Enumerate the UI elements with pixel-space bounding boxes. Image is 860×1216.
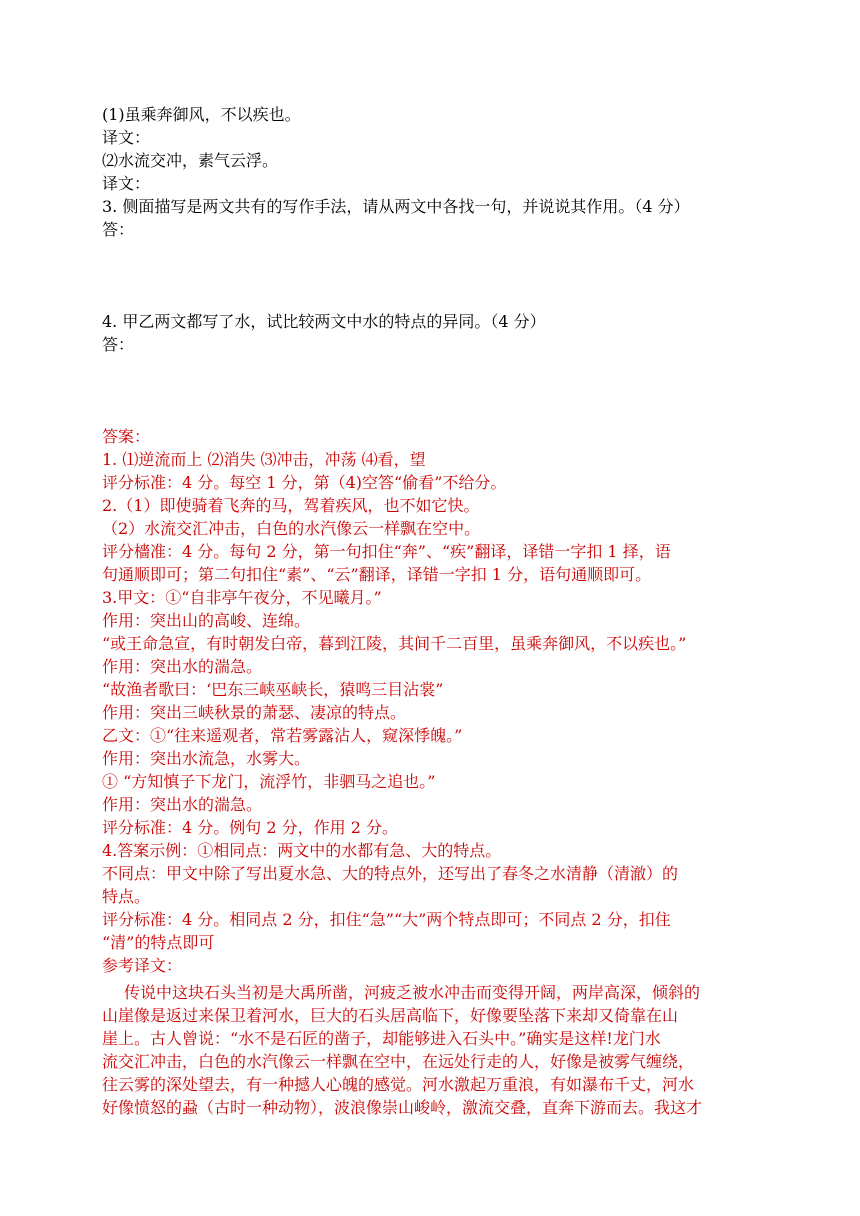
answer-line: 2.（1）即使骑着飞奔的马，驾着疾风，也不如它快。 bbox=[102, 496, 480, 515]
translation-line: 山崖像是返过来保卫着河水，巨大的石头居高临下，好像要坠落下来却又倚靠在山 bbox=[102, 1006, 679, 1025]
answer-line: 特点。 bbox=[102, 887, 151, 906]
translation-line: 崖上。古人曾说：“水不是石匠的凿子，却能够进入石头中。”确实是这样!龙门水 bbox=[102, 1029, 661, 1048]
answer-line: “或王命急宣，有时朝发白帝，暮到江陵，其间千二百里，虽乘奔御风，不以疾也。” bbox=[102, 634, 687, 653]
answer-line: 乙文：①“往来遥观者，常若雾露沾人，窥深悸魄。” bbox=[102, 726, 463, 745]
translation-line: 流交汇冲击，白色的水汽像云一样飘在空中，在远处行走的人，好像是被雾气缠绕， bbox=[102, 1052, 695, 1071]
answer-line: 作用：突出水的湍急。 bbox=[102, 657, 263, 676]
answer-line: （2）水流交汇冲击，白色的水汽像云一样飘在空中。 bbox=[102, 519, 481, 538]
answer-line: “故渔者歌曰：‘巴东三峡巫峡长，猿鸣三目沾裳” bbox=[102, 680, 444, 699]
translation-line: 好像愤怒的蝨（古时一种动物），波浪像崇山峻岭，激流交叠，直奔下游而去。我这才 bbox=[102, 1098, 703, 1117]
answer-line: 4.答案示例：①相同点：两文中的水都有急、大的特点。 bbox=[102, 841, 502, 860]
answer-line: 评分标准：4 分。相同点 2 分，扣住“急”“大”两个特点即可；不同点 2 分，扣住 bbox=[102, 910, 671, 929]
answer-line: 作用：突出水的湍急。 bbox=[102, 795, 263, 814]
answer-prompt-4: 答： bbox=[102, 335, 135, 354]
question-2-item-2: ⑵水流交冲，素气云浮。 bbox=[102, 151, 279, 170]
answer-line: 评分标准：4 分。例句 2 分，作用 2 分。 bbox=[102, 818, 398, 837]
answer-line: 3.甲文：①“自非亭午夜分，不见曦月。” bbox=[102, 588, 382, 607]
answer-line: 句通顺即可；第二句扣住“素”、“云”翻译，译错一字扣 1 分，语句通顺即可。 bbox=[102, 565, 652, 584]
question-3: 3. 侧面描写是两文共有的写作手法，请从两文中各找一句，并说说其作用。（4 分） bbox=[102, 197, 690, 216]
answer-line: “清”的特点即可 bbox=[102, 933, 215, 952]
translation-line: 传说中这块石头当初是大禹所凿，河疲乏被水冲击而变得开阔，两岸高深，倾斜的 bbox=[124, 983, 701, 1002]
translation-prompt-2: 译文： bbox=[102, 174, 151, 193]
answer-line: 作用：突出水流急，水雾大。 bbox=[102, 749, 311, 768]
question-4: 4. 甲乙两文都写了水，试比较两文中水的特点的异同。（4 分） bbox=[102, 312, 546, 331]
answer-line: 不同点：甲文中除了写出夏水急、大的特点外，还写出了春冬之水清静（清澈）的 bbox=[102, 864, 679, 883]
answer-prompt-3: 答： bbox=[102, 220, 135, 239]
translation-line: 往云雾的深处望去，有一种撼人心魄的感觉。河水激起万重浪，有如瀑布千丈，河水 bbox=[102, 1075, 695, 1094]
answer-line: ① “方知慎子下龙门，流浮竹，非驷马之追也。” bbox=[102, 772, 436, 791]
answer-line: 1. ⑴逆流而上 ⑵消失 ⑶冲击，冲荡 ⑷看，望 bbox=[102, 450, 426, 469]
translation-heading: 参考译文： bbox=[102, 956, 183, 975]
answer-line: 作用：突出山的高峻、连绵。 bbox=[102, 611, 311, 630]
answer-line: 评分标准：4 分。每空 1 分，第（4)空答“偷看”不给分。 bbox=[102, 473, 507, 492]
answer-line: 评分檣准：4 分。每句 2 分，第一句扣住“奔”、“疾”翻译，译错一字扣 1 择，语 bbox=[102, 542, 671, 561]
answers-heading: 答案： bbox=[102, 427, 151, 446]
question-2-item-1: (1)虽乘奔御风，不以疾也。 bbox=[102, 105, 301, 124]
translation-prompt-1: 译文： bbox=[102, 128, 151, 147]
answer-line: 作用：突出三峡秋景的萧瑟、凄凉的特点。 bbox=[102, 703, 407, 722]
